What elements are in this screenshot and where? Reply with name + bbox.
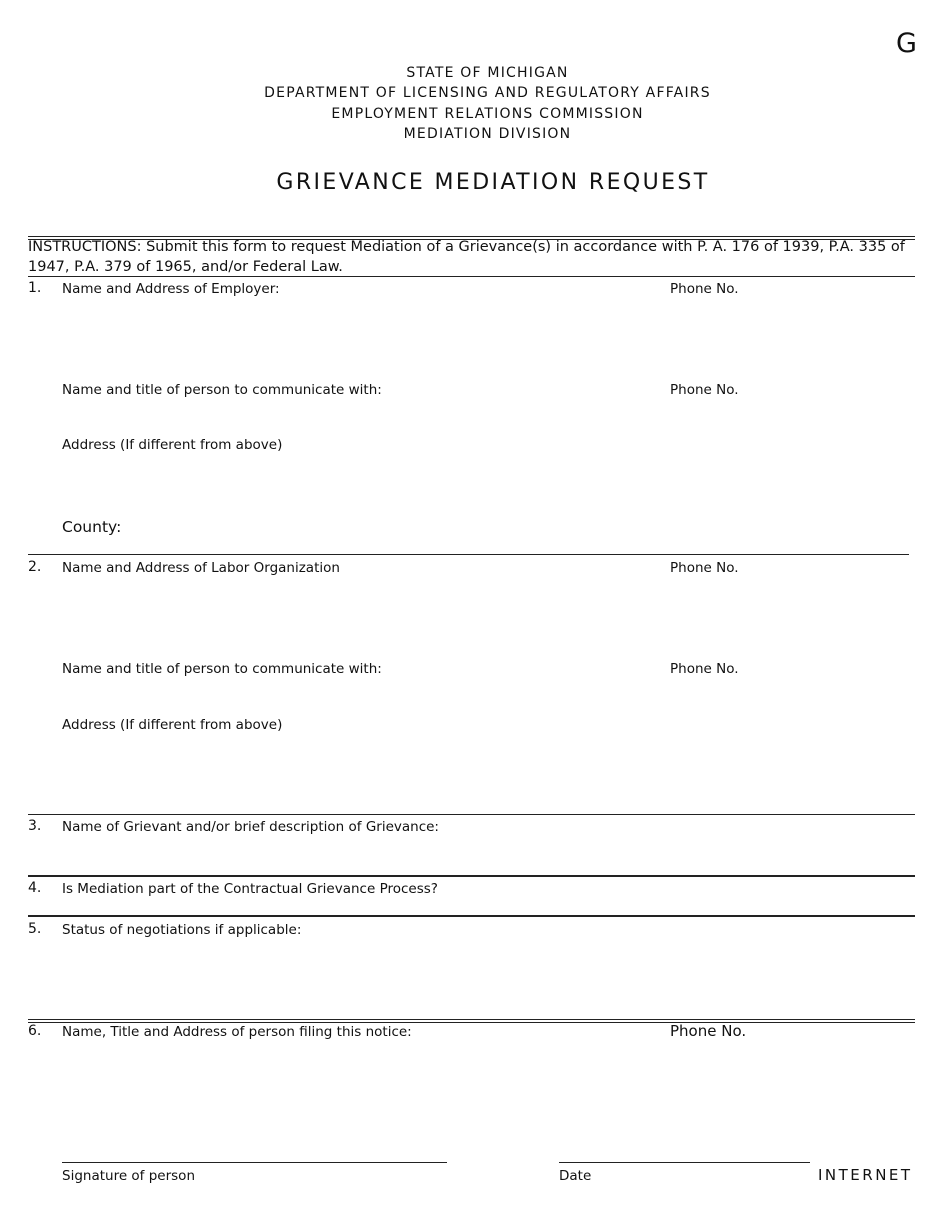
- date-line: [559, 1162, 810, 1163]
- section-4-number: 4.: [28, 880, 42, 896]
- county-label: County:: [62, 518, 122, 536]
- employer-contact-phone-label: Phone No.: [670, 382, 739, 398]
- contractual-process-label: Is Mediation part of the Contractual Grievance Process?: [62, 881, 438, 897]
- section-1-number: 1.: [28, 280, 42, 296]
- section-3-number: 3.: [28, 818, 42, 834]
- section-3-rule: [28, 875, 915, 877]
- labor-address-label: Address (If different from above): [62, 717, 283, 733]
- form-code: G: [896, 28, 917, 59]
- header-state: STATE OF MICHIGAN: [406, 65, 569, 81]
- date-label: Date: [559, 1168, 592, 1184]
- section-5-rule-2: [28, 1022, 915, 1023]
- labor-phone-label: Phone No.: [670, 560, 739, 576]
- header-division: MEDIATION DIVISION: [403, 126, 572, 142]
- instructions-bottom-rule: [28, 276, 915, 277]
- negotiation-status-label: Status of negotiations if applicable:: [62, 922, 302, 938]
- section-2-rule: [28, 814, 915, 815]
- instructions-text: INSTRUCTIONS: Submit this form to request Mediation of a Grievance(s) in accordance with P. A. 176 of 1939, P.A. 335 of 1947, P.A. 379 of 1965, and/or Federal Law.: [28, 239, 905, 275]
- section-5-rule: [28, 1019, 915, 1020]
- section-1-rule: [28, 554, 909, 555]
- grievant-label: Name of Grievant and/or brief description of Grievance:: [62, 819, 439, 835]
- labor-org-label: Name and Address of Labor Organization: [62, 560, 340, 576]
- header-department: DEPARTMENT OF LICENSING AND REGULATORY AFFAIRS: [264, 85, 711, 101]
- employer-phone-label: Phone No.: [670, 281, 739, 297]
- section-5-number: 5.: [28, 921, 42, 937]
- signature-line: [62, 1162, 447, 1163]
- filer-phone-label: Phone No.: [670, 1022, 747, 1040]
- employer-contact-label: Name and title of person to communicate with:: [62, 382, 382, 398]
- filer-label: Name, Title and Address of person filing this notice:: [62, 1024, 412, 1040]
- form-title: GRIEVANCE MEDIATION REQUEST: [276, 170, 710, 195]
- labor-contact-label: Name and title of person to communicate with:: [62, 661, 382, 677]
- employer-name-label: Name and Address of Employer:: [62, 281, 280, 297]
- signature-label: Signature of person: [62, 1168, 195, 1184]
- header-commission: EMPLOYMENT RELATIONS COMMISSION: [331, 106, 644, 122]
- labor-contact-phone-label: Phone No.: [670, 661, 739, 677]
- internet-label: INTERNET: [818, 1166, 913, 1184]
- section-4-rule: [28, 915, 915, 917]
- section-2-number: 2.: [28, 559, 42, 575]
- section-6-number: 6.: [28, 1023, 42, 1039]
- employer-address-label: Address (If different from above): [62, 437, 283, 453]
